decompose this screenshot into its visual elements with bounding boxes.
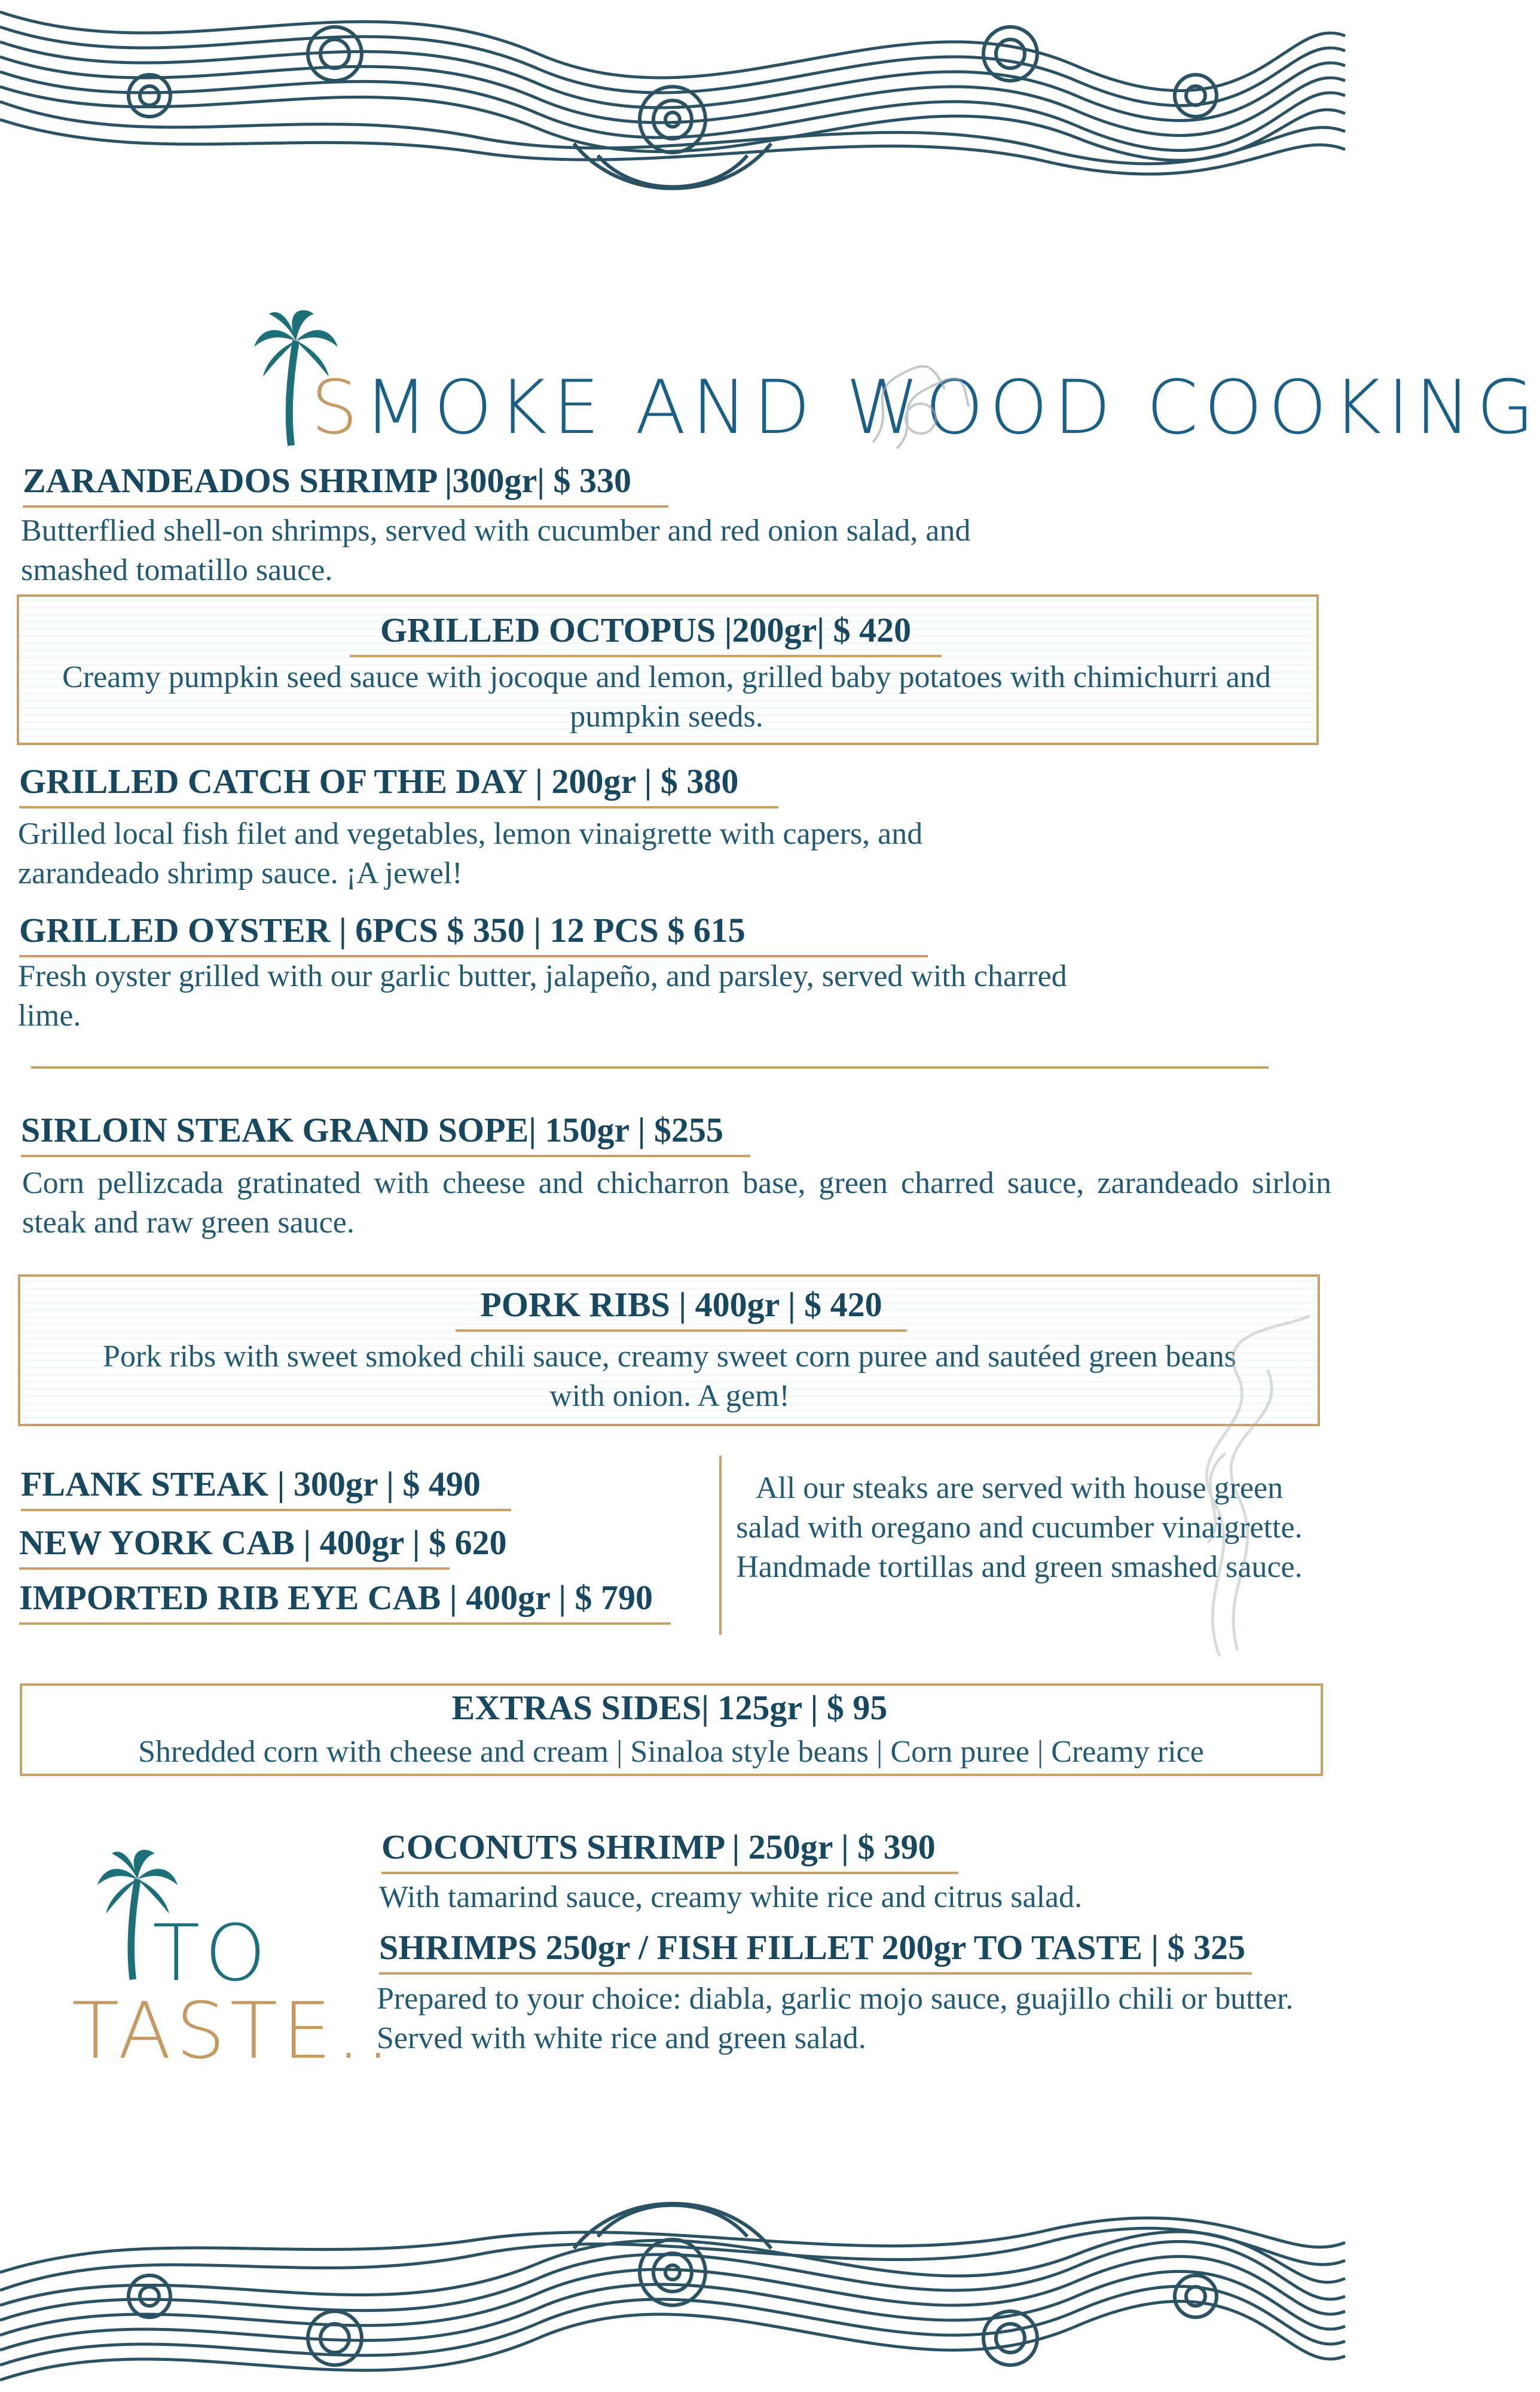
smoke-decoration	[861, 353, 980, 460]
dish-new-york-cab: NEW YORK CAB | 400gr | $ 620	[19, 1523, 450, 1570]
dish-flank-steak: FLANK STEAK | 300gr | $ 490	[21, 1464, 511, 1511]
dish-coconut-shrimp: COCONUTS SHRIMP | 250gr | $ 390	[381, 1827, 958, 1874]
dish-pork-ribs: PORK RIBS | 400gr | $ 420	[456, 1285, 907, 1332]
dish-grilled-octopus: GRILLED OCTOPUS |200gr| $ 420	[350, 610, 942, 657]
desc-grilled-oyster: Fresh oyster grilled with our garlic butter, jalapeño, and parsley, served with charred lime.	[18, 959, 1067, 1033]
dish-zarandeados-shrimp: ZARANDEADOS SHRIMP |300gr| $ 330	[23, 460, 668, 508]
bottom-wave-ornament	[0, 2189, 1345, 2392]
section-title: SMOKE AND WOOD COOKING	[311, 365, 1540, 451]
steak-divider	[719, 1456, 722, 1635]
desc-extras-sides: Shredded corn with cheese and cream | Sinaloa style beans | Corn puree | Creamy rice	[138, 1735, 1204, 1769]
dish-rib-eye-cab: IMPORTED RIB EYE CAB | 400gr | $ 790	[19, 1578, 671, 1625]
desc-grilled-catch: Grilled local fish filet and vegetables, lemon vinaigrette with capers, and zarandeado shrimp sauce. ¡A jewel!	[18, 817, 923, 890]
section-divider	[31, 1066, 1269, 1069]
desc-zarandeados-shrimp: Butterflied shell-on shrimps, served with cucumber and red onion salad, and smashed tomatillo sauce.	[21, 514, 971, 587]
desc-coconut-shrimp: With tamarind sauce, creamy white rice and citrus salad.	[379, 1880, 1083, 1914]
desc-pork-ribs: Pork ribs with sweet smoked chili sauce, creamy sweet corn puree and sautéed green beans with onion. A gem!	[103, 1340, 1236, 1413]
desc-grilled-octopus: Creamy pumpkin seed sauce with jocoque and lemon, grilled baby potatoes with chimichurri and pumpkin seeds.	[62, 660, 1271, 734]
desc-shrimps-fish-to-taste: Prepared to your choice: diabla, garlic mojo sauce, guajillo chili or butter. Served with white rice and green salad.	[377, 1982, 1294, 2055]
dish-grilled-catch: GRILLED CATCH OF THE DAY | 200gr | $ 380	[19, 761, 778, 808]
dish-grilled-oyster: GRILLED OYSTER | 6PCS $ 350 | 12 PCS $ 615	[19, 910, 928, 957]
desc-sirloin-sope: Corn pellizcada gratinated with cheese and chicharron base, green charred sauce, zarandeado sirloin steak and raw green sauce.	[22, 1166, 1331, 1240]
dish-sirloin-sope: SIRLOIN STEAK GRAND SOPE| 150gr | $255	[21, 1110, 750, 1157]
to-taste-logo-line1: TO	[152, 1908, 271, 1999]
to-taste-logo-line2: TASTE..	[72, 1985, 395, 2076]
steak-note: All our steaks are served with house green salad with oregano and cucumber vinaigrette. Handmade tortillas and green smashed sauce.	[736, 1471, 1303, 1584]
top-wave-ornament	[0, 0, 1345, 203]
dish-extras-sides: EXTRAS SIDES| 125gr | $ 95	[451, 1688, 888, 1727]
dish-shrimps-fish-to-taste: SHRIMPS 250gr / FISH FILLET 200gr TO TASTE | $ 325	[379, 1927, 1252, 1975]
